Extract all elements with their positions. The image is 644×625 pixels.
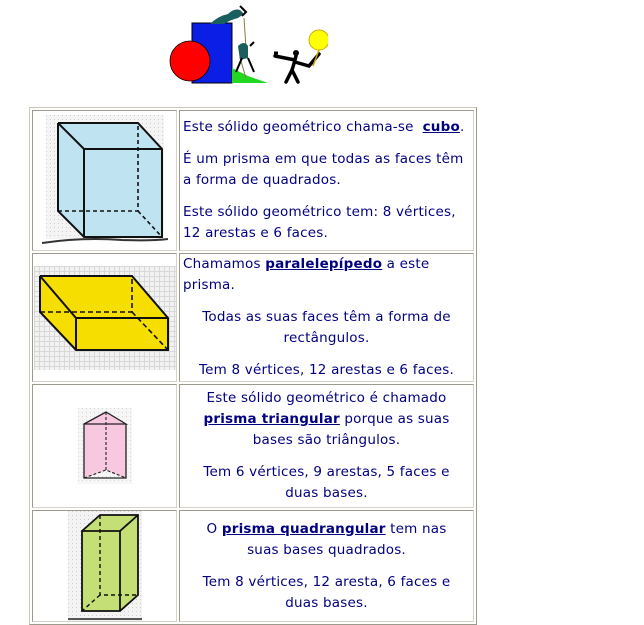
table-row <box>32 253 474 382</box>
header-clipart-illustration <box>168 4 328 86</box>
term-link-cubo[interactable]: cubo <box>422 119 460 135</box>
description-cell <box>179 253 474 382</box>
properties-text: Este sólido geométrico tem: 8 vértices, 12 arestas e 6 faces. <box>183 204 456 241</box>
term-link-paralelepipedo[interactable]: paralelepípedo <box>265 256 383 272</box>
table-row <box>32 384 474 508</box>
properties-text: Tem 6 vértices, 9 arestas, 5 faces e duas bases. <box>203 464 450 501</box>
solids-table <box>29 107 477 625</box>
properties-text: Tem 8 vértices, 12 aresta, 6 faces e duas bases. <box>202 573 451 611</box>
table-row <box>32 510 474 622</box>
image-cell <box>32 510 177 622</box>
intro-text: Este sólido geométrico chama-se cubo. <box>183 119 465 135</box>
intro-text: Este sólido geométrico é chamado prisma triangular porque as suas bases são triângulos. <box>203 390 450 448</box>
rectangular-prism-drawing <box>34 266 176 370</box>
term-link-prisma-triangular[interactable]: prisma triangular <box>203 411 340 427</box>
description-cell <box>179 384 474 508</box>
image-cell <box>32 110 177 251</box>
intro-text: Chamamos paralelepípedo a este prisma. <box>183 256 430 293</box>
definition-text: É um prisma em que todas as faces têm a forma de quadrados. <box>183 151 464 188</box>
description-cell <box>179 510 474 622</box>
square-prism-drawing <box>68 511 142 621</box>
image-cell <box>32 253 177 382</box>
triangular-prism-drawing <box>78 408 132 484</box>
definition-text: Todas as suas faces têm a forma de rectângulos. <box>202 309 451 346</box>
image-cell <box>32 384 177 508</box>
term-link-prisma-quadrangular[interactable]: prisma quadrangular <box>221 520 386 537</box>
description-cell <box>179 110 474 251</box>
table-row <box>32 110 474 251</box>
properties-text: Tem 8 vértices, 12 arestas e 6 faces. <box>199 362 454 378</box>
cube-drawing <box>42 115 168 247</box>
intro-text: O prisma quadrangular tem nas suas bases quadrados. <box>206 520 447 558</box>
